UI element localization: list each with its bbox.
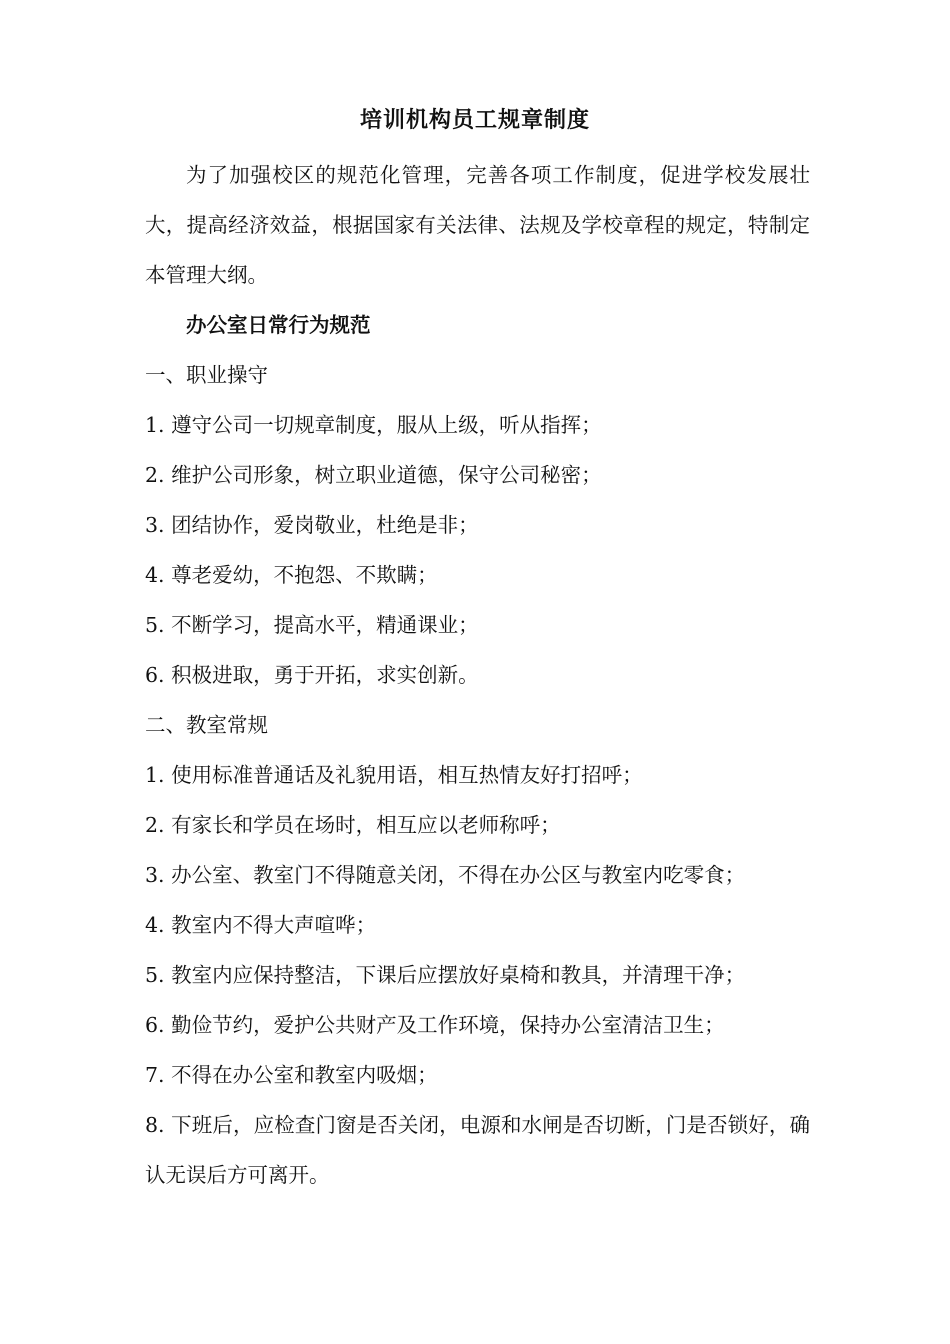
list-item: 3. 办公室、教室门不得随意关闭，不得在办公区与教室内吃零食；: [145, 863, 746, 887]
list-item: 2. 有家长和学员在场时，相互应以老师称呼；: [145, 813, 561, 837]
part-heading: 一、职业操守: [145, 363, 268, 387]
list-item: 4. 尊老爱幼，不抱怨、不欺瞒；: [145, 563, 438, 587]
section-heading: 办公室日常行为规范: [186, 313, 371, 337]
list-item: 2. 维护公司形象，树立职业道德，保守公司秘密；: [145, 463, 602, 487]
list-item: 3. 团结协作，爱岗敬业，杜绝是非；: [145, 513, 479, 537]
list-item: 7. 不得在办公室和教室内吸烟；: [145, 1063, 438, 1087]
intro-paragraph: 为了加强校区的规范化管理，完善各项工作制度，促进学校发展壮大，提高经济效益，根据国家有关法律、法规及学校章程的规定，特制定本管理大纲。: [145, 163, 810, 287]
list-item: 1. 使用标准普通话及礼貌用语，相互热情友好打招呼；: [145, 763, 643, 787]
part-heading: 二、教室常规: [145, 713, 268, 737]
list-item: 6. 勤俭节约，爱护公共财产及工作环境，保持办公室清洁卫生；: [145, 1013, 725, 1037]
rules-body: [145, 350, 810, 1200]
document-title: 培训机构员工规章制度: [359, 107, 590, 133]
list-item: 5. 教室内应保持整洁，下课后应摆放好桌椅和教具，并清理干净；: [145, 963, 746, 987]
list-item: 8. 下班后，应检查门窗是否关闭，电源和水闸是否切断，门是否锁好，确认无误后方可离开。: [145, 1113, 810, 1187]
list-item: 5. 不断学习，提高水平，精通课业；: [145, 613, 479, 637]
list-item: 1. 遵守公司一切规章制度，服从上级，听从指挥；: [145, 413, 602, 437]
list-item: 6. 积极进取，勇于开拓，求实创新。: [145, 663, 479, 687]
list-item: 4. 教室内不得大声喧哗；: [145, 913, 377, 937]
